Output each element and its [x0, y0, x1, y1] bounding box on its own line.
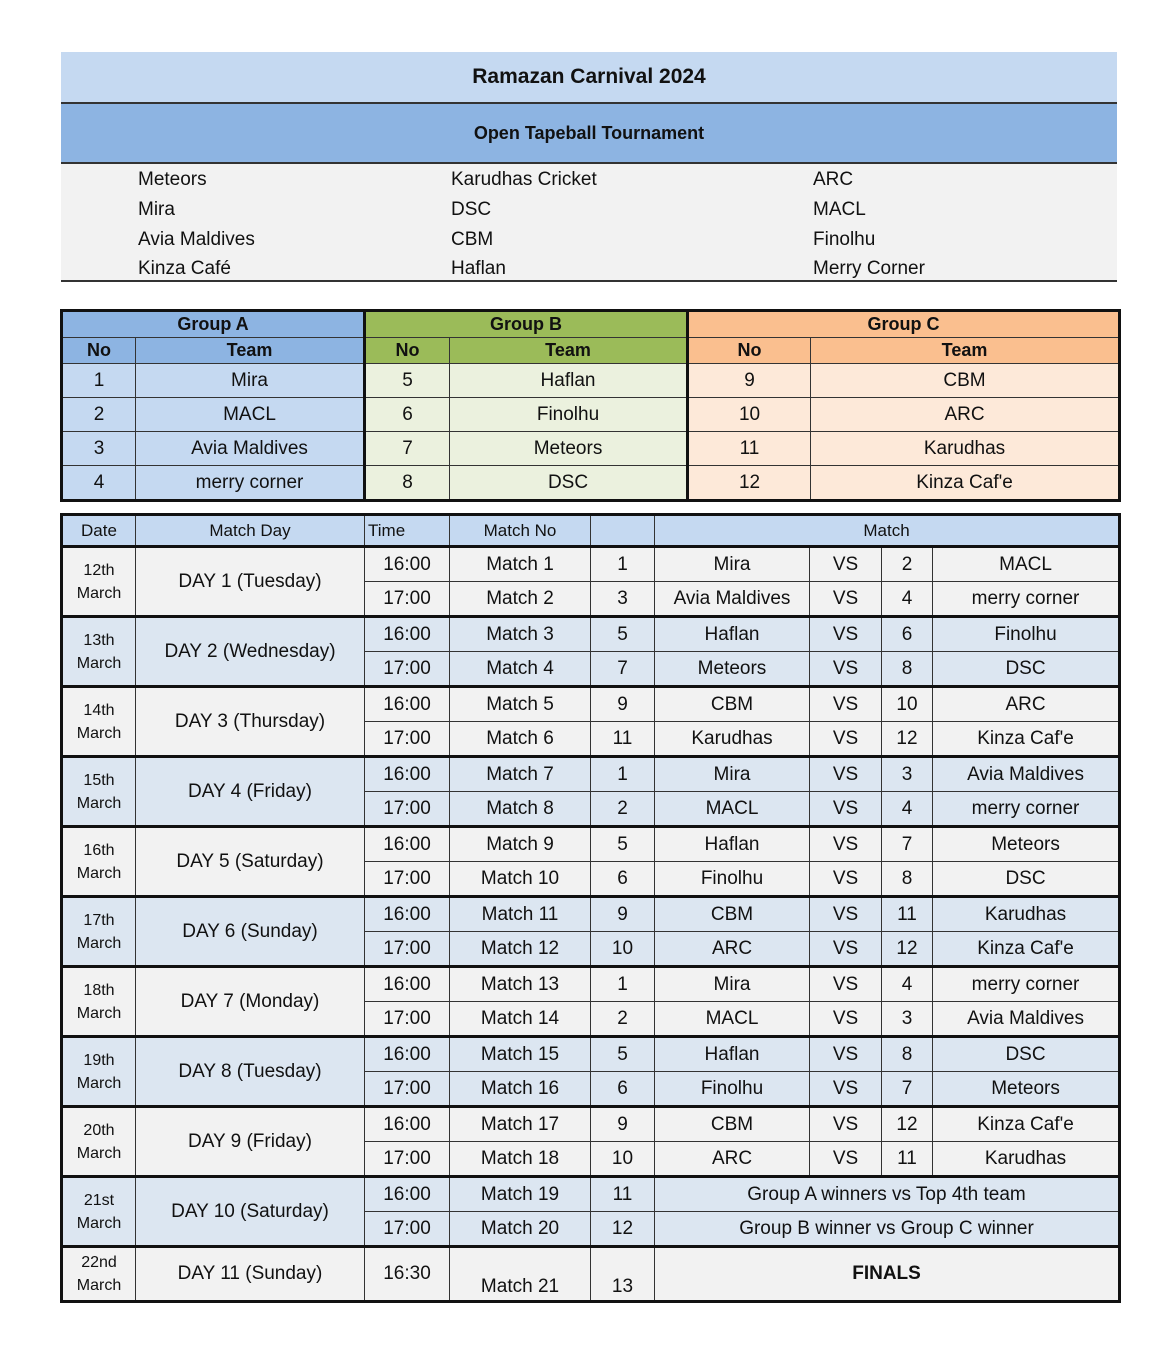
away-team: Kinza Caf'e — [933, 722, 1120, 757]
group-row — [62, 364, 1120, 398]
home-team: CBM — [655, 897, 810, 932]
column-header-team: Team — [811, 338, 1120, 364]
match-seq: 3 — [591, 582, 655, 617]
schedule-row — [62, 1177, 1120, 1212]
home-team: Haflan — [655, 1037, 810, 1072]
match-day: DAY 5 (Saturday) — [136, 827, 365, 897]
away-team: Meteors — [933, 1072, 1120, 1107]
match-number-label: Match 3 — [450, 617, 591, 652]
team-number: 6 — [365, 398, 450, 432]
match-time: 17:00 — [365, 792, 450, 827]
away-team: Kinza Caf'e — [933, 932, 1120, 967]
match-time: 17:00 — [365, 1142, 450, 1177]
home-team: Mira — [655, 547, 810, 582]
team-name: Kinza Caf'e — [811, 466, 1120, 501]
home-team: Haflan — [655, 827, 810, 862]
match-number-label: Match 16 — [450, 1072, 591, 1107]
team-number: 4 — [62, 466, 136, 501]
finals-label: FINALS — [655, 1247, 1120, 1302]
column-header-date: Date — [62, 515, 136, 547]
match-seq: 5 — [591, 617, 655, 652]
schedule-table — [60, 513, 1121, 1303]
match-number-label: Match 2 — [450, 582, 591, 617]
home-team: MACL — [655, 792, 810, 827]
match-time: 16:00 — [365, 1177, 450, 1212]
team-number: 12 — [688, 466, 811, 501]
group-a-title: Group A — [62, 311, 365, 338]
match-date — [62, 1177, 136, 1247]
team-name: MACL — [813, 199, 866, 220]
match-seq: 11 — [591, 1177, 655, 1212]
schedule-row — [62, 757, 1120, 792]
column-header-team: Team — [450, 338, 688, 364]
match-day: DAY 3 (Thursday) — [136, 687, 365, 757]
match-number-label: Match 5 — [450, 687, 591, 722]
match-date-day: 13th — [83, 631, 115, 649]
match-seq: 1 — [591, 967, 655, 1002]
match-day: DAY 8 (Tuesday) — [136, 1037, 365, 1107]
match-seq: 7 — [591, 652, 655, 687]
match-date-month: March — [76, 934, 122, 952]
match-number-label: Match 15 — [450, 1037, 591, 1072]
versus-label: VS — [810, 827, 882, 862]
match-date-day: 15th — [83, 771, 115, 789]
match-number-label: Match 20 — [450, 1212, 591, 1247]
team-name: Haflan — [451, 258, 506, 279]
match-seq: 5 — [591, 1037, 655, 1072]
away-team: Kinza Caf'e — [933, 1107, 1120, 1142]
team-list-row — [61, 195, 1117, 224]
match-time: 17:00 — [365, 722, 450, 757]
away-team-number: 4 — [882, 582, 933, 617]
match-date — [62, 1037, 136, 1107]
away-team-number: 8 — [882, 862, 933, 897]
schedule-row — [62, 827, 1120, 862]
home-team: Finolhu — [655, 862, 810, 897]
match-date-month: March — [76, 1277, 122, 1294]
match-date — [62, 1107, 136, 1177]
versus-label: VS — [810, 862, 882, 897]
home-team: ARC — [655, 1142, 810, 1177]
match-date — [62, 1247, 136, 1302]
team-number: 7 — [365, 432, 450, 466]
team-name: Mira — [138, 199, 175, 220]
versus-label: VS — [810, 792, 882, 827]
match-date-day: 12th — [83, 561, 115, 579]
match-seq: 9 — [591, 897, 655, 932]
team-list-row — [61, 165, 1117, 194]
match-date-day: 20th — [83, 1121, 115, 1139]
away-team: Avia Maldives — [933, 1002, 1120, 1037]
versus-label: VS — [810, 652, 882, 687]
match-date — [62, 617, 136, 687]
match-time: 16:30 — [365, 1247, 450, 1302]
match-description: Group B winner vs Group C winner — [655, 1212, 1120, 1247]
versus-label: VS — [810, 757, 882, 792]
schedule-row — [62, 687, 1120, 722]
match-time: 17:00 — [365, 1072, 450, 1107]
column-header-match: Match — [655, 515, 1120, 547]
away-team-number: 7 — [882, 1072, 933, 1107]
team-name: Meteors — [450, 432, 688, 466]
match-date — [62, 687, 136, 757]
match-time: 16:00 — [365, 687, 450, 722]
team-list — [61, 164, 1117, 282]
team-name: Haflan — [450, 364, 688, 398]
match-time: 17:00 — [365, 652, 450, 687]
team-name: ARC — [811, 398, 1120, 432]
match-number-label: Match 10 — [450, 862, 591, 897]
team-number: 8 — [365, 466, 450, 501]
home-team: Meteors — [655, 652, 810, 687]
away-team: merry corner — [933, 967, 1120, 1002]
home-team: CBM — [655, 687, 810, 722]
away-team-number: 12 — [882, 722, 933, 757]
team-number: 5 — [365, 364, 450, 398]
match-day: DAY 11 (Sunday) — [136, 1247, 365, 1302]
group-c-title: Group C — [688, 311, 1120, 338]
match-number-label: Match 6 — [450, 722, 591, 757]
match-date — [62, 897, 136, 967]
team-number: 11 — [688, 432, 811, 466]
match-number-label: Match 8 — [450, 792, 591, 827]
away-team-number: 11 — [882, 897, 933, 932]
team-name: Avia Maldives — [136, 432, 365, 466]
match-seq: 2 — [591, 792, 655, 827]
match-seq: 6 — [591, 862, 655, 897]
match-number-label: Match 18 — [450, 1142, 591, 1177]
away-team: merry corner — [933, 582, 1120, 617]
match-date-day: 18th — [83, 981, 115, 999]
match-date-month: March — [76, 1214, 122, 1232]
home-team: Mira — [655, 757, 810, 792]
match-time: 16:00 — [365, 967, 450, 1002]
column-header-time: Time — [365, 515, 450, 547]
match-date-month: March — [76, 1144, 122, 1162]
match-number-label: Match 7 — [450, 757, 591, 792]
match-date-month: March — [76, 724, 122, 742]
away-team-number: 3 — [882, 757, 933, 792]
home-team: Karudhas — [655, 722, 810, 757]
versus-label: VS — [810, 1002, 882, 1037]
team-name: DSC — [451, 199, 492, 220]
team-name: Finolhu — [813, 229, 876, 250]
column-header-match-day: Match Day — [136, 515, 365, 547]
match-time: 16:00 — [365, 547, 450, 582]
match-time: 17:00 — [365, 582, 450, 617]
team-name: Merry Corner — [813, 258, 925, 279]
away-team: DSC — [933, 862, 1120, 897]
team-name: Finolhu — [450, 398, 688, 432]
team-list-row — [61, 254, 1117, 283]
team-name: MACL — [136, 398, 365, 432]
match-time: 16:00 — [365, 757, 450, 792]
match-number-label: Match 19 — [450, 1177, 591, 1212]
match-seq: 2 — [591, 1002, 655, 1037]
match-day: DAY 4 (Friday) — [136, 757, 365, 827]
match-number-label: Match 12 — [450, 932, 591, 967]
match-date — [62, 547, 136, 617]
match-date — [62, 757, 136, 827]
versus-label: VS — [810, 932, 882, 967]
match-day: DAY 6 (Sunday) — [136, 897, 365, 967]
away-team-number: 10 — [882, 687, 933, 722]
away-team: Karudhas — [933, 897, 1120, 932]
group-row — [62, 398, 1120, 432]
away-team-number: 3 — [882, 1002, 933, 1037]
team-name: Karudhas — [811, 432, 1120, 466]
away-team: DSC — [933, 652, 1120, 687]
match-date-day: 19th — [83, 1051, 115, 1069]
versus-label: VS — [810, 1072, 882, 1107]
away-team: MACL — [933, 547, 1120, 582]
team-number: 10 — [688, 398, 811, 432]
match-date-day: 21st — [83, 1191, 115, 1209]
match-time: 17:00 — [365, 862, 450, 897]
match-time: 17:00 — [365, 1212, 450, 1247]
schedule-row — [62, 1107, 1120, 1142]
away-team-number: 4 — [882, 792, 933, 827]
schedule-row — [62, 967, 1120, 1002]
match-date-month: March — [76, 1004, 122, 1022]
match-day: DAY 7 (Monday) — [136, 967, 365, 1037]
versus-label: VS — [810, 1107, 882, 1142]
match-seq: 9 — [591, 1107, 655, 1142]
schedule-final-row — [62, 1247, 1120, 1302]
match-date-month: March — [76, 654, 122, 672]
match-number-label: Match 11 — [450, 897, 591, 932]
match-number-label: Match 1 — [450, 547, 591, 582]
schedule-row — [62, 897, 1120, 932]
away-team-number: 4 — [882, 967, 933, 1002]
match-date — [62, 967, 136, 1037]
column-header-no: No — [365, 338, 450, 364]
team-number: 9 — [688, 364, 811, 398]
away-team: DSC — [933, 1037, 1120, 1072]
column-header-no: No — [62, 338, 136, 364]
versus-label: VS — [810, 722, 882, 757]
team-name: DSC — [450, 466, 688, 501]
match-seq: 1 — [591, 547, 655, 582]
match-date-day: 17th — [83, 911, 115, 929]
match-seq: 10 — [591, 932, 655, 967]
versus-label: VS — [810, 687, 882, 722]
away-team: merry corner — [933, 792, 1120, 827]
column-header-number — [591, 515, 655, 547]
match-time: 16:00 — [365, 617, 450, 652]
away-team-number: 8 — [882, 1037, 933, 1072]
team-name: Meteors — [138, 169, 207, 190]
match-seq: 1 — [591, 757, 655, 792]
schedule-row — [62, 617, 1120, 652]
groups-table — [60, 309, 1121, 502]
match-seq: 11 — [591, 722, 655, 757]
match-number-label: Match 9 — [450, 827, 591, 862]
away-team-number: 12 — [882, 1107, 933, 1142]
schedule-header-row — [62, 515, 1120, 547]
team-name: ARC — [813, 169, 854, 190]
match-date-day: 16th — [83, 841, 115, 859]
group-row — [62, 466, 1120, 501]
match-number-label: Match 14 — [450, 1002, 591, 1037]
match-day: DAY 9 (Friday) — [136, 1107, 365, 1177]
home-team: MACL — [655, 1002, 810, 1037]
away-team-number: 8 — [882, 652, 933, 687]
page-title: Ramazan Carnival 2024 — [61, 52, 1117, 104]
away-team: Karudhas — [933, 1142, 1120, 1177]
tournament-header — [61, 52, 1117, 282]
versus-label: VS — [810, 1142, 882, 1177]
away-team: Meteors — [933, 827, 1120, 862]
match-day: DAY 1 (Tuesday) — [136, 547, 365, 617]
versus-label: VS — [810, 1037, 882, 1072]
match-date-month: March — [76, 794, 122, 812]
match-number-label: Match 21 — [450, 1247, 591, 1302]
groups-header-row — [62, 338, 1120, 364]
team-name: CBM — [451, 229, 494, 250]
away-team: ARC — [933, 687, 1120, 722]
match-time: 17:00 — [365, 1002, 450, 1037]
match-date-month: March — [76, 584, 122, 602]
match-date-day: 14th — [83, 701, 115, 719]
away-team: Finolhu — [933, 617, 1120, 652]
team-name: Karudhas Cricket — [451, 169, 597, 190]
match-time: 16:00 — [365, 897, 450, 932]
home-team: CBM — [655, 1107, 810, 1142]
schedule-row — [62, 547, 1120, 582]
team-number: 2 — [62, 398, 136, 432]
away-team-number: 11 — [882, 1142, 933, 1177]
away-team: Avia Maldives — [933, 757, 1120, 792]
match-number-label: Match 17 — [450, 1107, 591, 1142]
versus-label: VS — [810, 582, 882, 617]
match-number-label: Match 4 — [450, 652, 591, 687]
home-team: ARC — [655, 932, 810, 967]
team-name: Kinza Café — [138, 258, 231, 279]
schedule-row — [62, 1037, 1120, 1072]
match-day: DAY 10 (Saturday) — [136, 1177, 365, 1247]
match-date-month: March — [76, 864, 122, 882]
match-seq: 12 — [591, 1212, 655, 1247]
home-team: Haflan — [655, 617, 810, 652]
versus-label: VS — [810, 897, 882, 932]
column-header-no: No — [688, 338, 811, 364]
versus-label: VS — [810, 967, 882, 1002]
match-date-month: March — [76, 1074, 122, 1092]
away-team-number: 6 — [882, 617, 933, 652]
away-team-number: 7 — [882, 827, 933, 862]
match-time: 17:00 — [365, 932, 450, 967]
match-seq: 6 — [591, 1072, 655, 1107]
column-header-match-no: Match No — [450, 515, 591, 547]
match-date — [62, 827, 136, 897]
group-b-title: Group B — [365, 311, 688, 338]
group-row — [62, 432, 1120, 466]
team-number: 1 — [62, 364, 136, 398]
match-seq: 13 — [591, 1247, 655, 1302]
match-time: 16:00 — [365, 1037, 450, 1072]
match-number-label: Match 13 — [450, 967, 591, 1002]
team-number: 3 — [62, 432, 136, 466]
versus-label: VS — [810, 617, 882, 652]
page-subtitle: Open Tapeball Tournament — [61, 104, 1117, 164]
match-seq: 5 — [591, 827, 655, 862]
team-name: Avia Maldives — [138, 229, 255, 250]
match-seq: 9 — [591, 687, 655, 722]
home-team: Finolhu — [655, 1072, 810, 1107]
away-team-number: 2 — [882, 547, 933, 582]
home-team: Avia Maldives — [655, 582, 810, 617]
home-team: Mira — [655, 967, 810, 1002]
match-seq: 10 — [591, 1142, 655, 1177]
away-team-number: 12 — [882, 932, 933, 967]
versus-label: VS — [810, 547, 882, 582]
team-name: merry corner — [136, 466, 365, 501]
team-name: CBM — [811, 364, 1120, 398]
match-time: 16:00 — [365, 1107, 450, 1142]
team-name: Mira — [136, 364, 365, 398]
team-list-row — [61, 225, 1117, 254]
column-header-team: Team — [136, 338, 365, 364]
match-description: Group A winners vs Top 4th team — [655, 1177, 1120, 1212]
groups-title-row — [62, 311, 1120, 338]
match-time: 16:00 — [365, 827, 450, 862]
match-day: DAY 2 (Wednesday) — [136, 617, 365, 687]
match-date-day: 22nd — [81, 1254, 117, 1271]
